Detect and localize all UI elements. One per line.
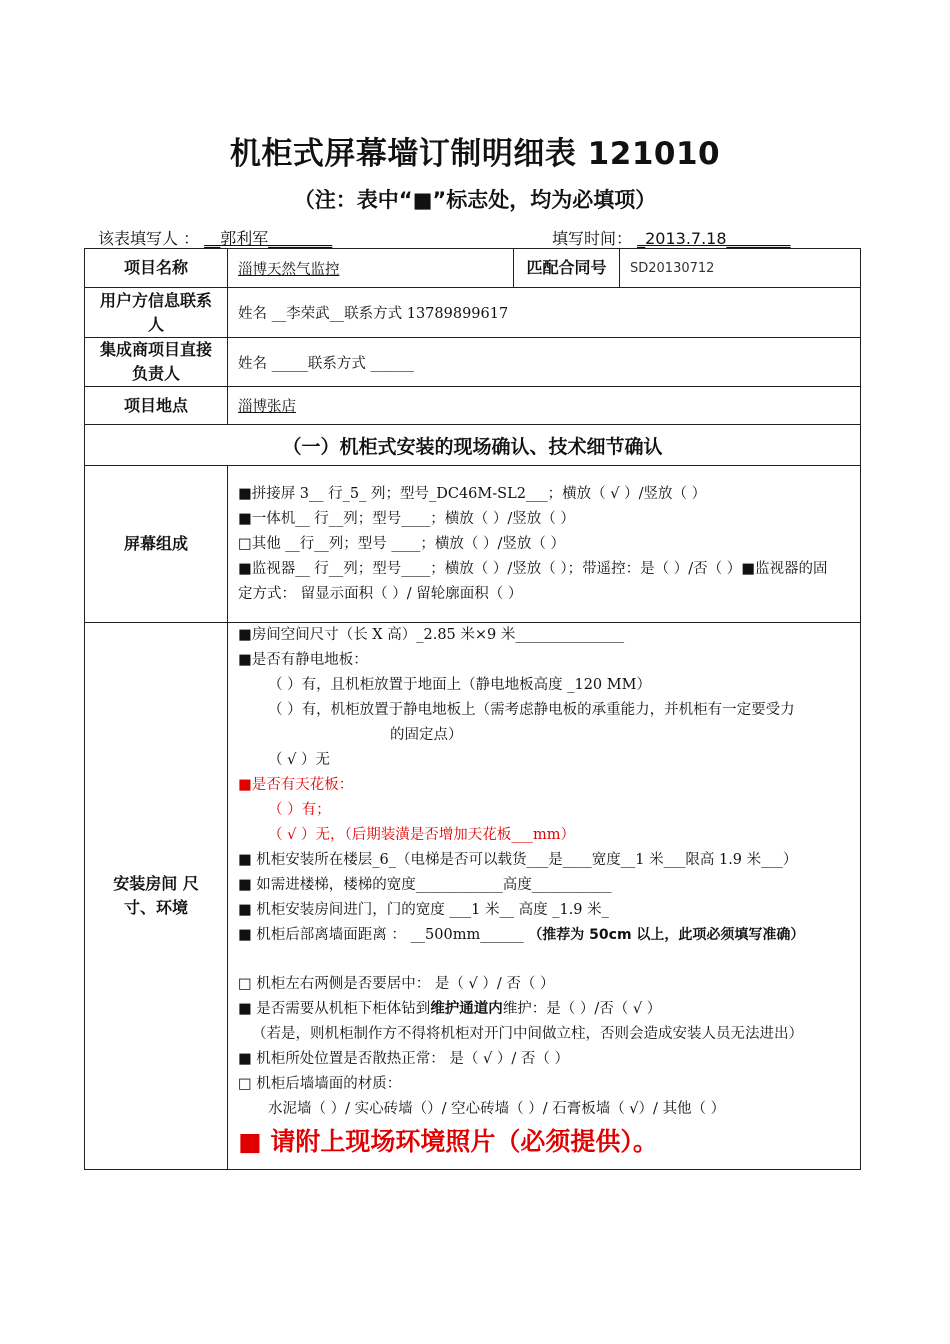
room-size-line[interactable]: ■房间空间尺寸（长 X 高）_2.85 米×9 米_______________ <box>238 627 625 643</box>
contract-label: 匹配合同号 <box>514 249 620 288</box>
maintenance-text-a: ■ 是否需要从机柜下柜体钻到 <box>238 1001 431 1017</box>
section-title: （一）机柜式安装的现场确认、技术细节确认 <box>85 425 861 466</box>
fill-time-label: 填写时间： <box>552 229 633 248</box>
floor-option-on-floor[interactable]: （ ）有，机柜放置于静电地板上（需考虑静电板的承重能力，并机柜有一定要受力 <box>268 702 795 718</box>
fill-time-value[interactable]: _2013.7.18________ <box>637 229 791 248</box>
heat-question[interactable]: ■ 机柜所处位置是否散热正常： 是（ √ ）/ 否（ ） <box>238 1051 569 1067</box>
screen-line[interactable]: ■拼接屏 3__ 行_5_ 列；型号_DC46M-SL2___；横放（ √ ）/竖放（ ） <box>238 485 707 502</box>
floor-option-on-floor-cont: 的固定点） <box>390 727 463 743</box>
floor-question: ■是否有静电地板： <box>238 652 368 668</box>
user-contact-label: 用户方信息联系人 <box>85 288 228 338</box>
photo-required-note: ■ 请附上现场环境照片（必须提供）。 <box>238 1127 658 1156</box>
maintenance-question[interactable] <box>228 997 860 1022</box>
stair-width-line[interactable]: ■ 如需进楼梯，楼梯的宽度____________高度___________ <box>238 877 612 893</box>
wall-material-options[interactable]: 水泥墙（ ）/ 实心砖墙（）/ 空心砖墙（ ）/ 石膏板墙（ √）/ 其他（ ） <box>268 1101 726 1117</box>
doc-title: 机柜式屏幕墙订制明细表 121010 <box>229 136 721 172</box>
wall-material-question: □ 机柜后墙墙面的材质： <box>238 1076 402 1092</box>
maintenance-note: （若是，则机柜制作方不得将机柜对开门中间做立柱，否则会造成安装人员无法进出） <box>252 1026 803 1042</box>
blank-spacer <box>228 948 860 972</box>
floor-option-none[interactable]: （ √ ）无 <box>268 752 330 768</box>
fill-time-row <box>552 226 791 249</box>
filler-name[interactable]: __郭利军________ <box>204 229 333 248</box>
form-table <box>84 248 861 1170</box>
screen-line[interactable]: □其他 __行__列；型号 ____；横放（ ）/竖放（ ） <box>238 535 566 552</box>
wall-distance-note: （推荐为 50cm 以上，此项必须填写准确） <box>528 927 805 943</box>
project-name-value[interactable]: 淄博天然气监控 <box>228 249 514 288</box>
center-question[interactable]: □ 机柜左右两侧是否要居中： 是（ √ ）/ 否（ ） <box>238 976 555 992</box>
screen-line[interactable]: 定方式： 留显示面积（ ）/ 留轮廓面积（ ） <box>238 585 523 602</box>
location-label: 项目地点 <box>85 387 228 425</box>
screen-label: 屏幕组成 <box>85 466 228 623</box>
doc-subtitle: （注：表中“■”标志处，均为必填项） <box>293 188 657 212</box>
ceiling-question: ■是否有天花板： <box>238 777 354 793</box>
maintenance-text-c: 维护：是（ ）/否（ √ ） <box>502 1001 662 1017</box>
ceiling-option-no[interactable]: （ √ ）无，（后期装潢是否增加天花板___mm） <box>268 827 575 843</box>
ceiling-option-yes[interactable]: （ ）有； <box>268 802 331 818</box>
filler-row <box>98 226 332 249</box>
maintenance-text-b: 维护通道内 <box>430 1001 503 1017</box>
room-label: 安装房间 尺寸、环境 <box>85 623 228 1170</box>
wall-distance-value[interactable]: ■ 机柜后部离墙面距离 ： __500mm______ <box>238 927 524 943</box>
project-name-label: 项目名称 <box>85 249 228 288</box>
user-contact-value[interactable]: 姓名 __李荣武__联系方式 13789899617 <box>228 288 861 338</box>
floor-level-line[interactable]: ■ 机柜安装所在楼层_6_（电梯是否可以载货___是____宽度__1 米___限高 1.9 米___） <box>238 852 798 868</box>
integrator-label: 集成商项目直接负责人 <box>85 338 228 387</box>
screen-line[interactable]: ■一体机__ 行__列；型号____；横放（ ）/竖放（ ） <box>238 510 575 527</box>
wall-distance-line[interactable] <box>228 923 860 948</box>
room-content <box>228 623 861 1170</box>
screen-content <box>228 466 861 623</box>
integrator-value[interactable]: 姓名 _____联系方式 ______ <box>228 338 861 387</box>
screen-line[interactable]: ■监视器__ 行__列；型号____；横放（ ）/竖放（ ）；带遥控：是（ ）/否（ ）■监视器的固 <box>238 560 828 577</box>
location-value[interactable]: 淄博张店 <box>228 387 861 425</box>
contract-value[interactable]: SD20130712 <box>620 249 861 288</box>
door-width-line[interactable]: ■ 机柜安装房间进门，门的宽度 ___1 米__ 高度 _1.9 米_ <box>238 902 609 918</box>
filler-label: 该表填写人 ： <box>98 229 200 248</box>
floor-option-ground[interactable]: （ ）有，且机柜放置于地面上（静电地板高度 _120 MM） <box>268 677 651 693</box>
